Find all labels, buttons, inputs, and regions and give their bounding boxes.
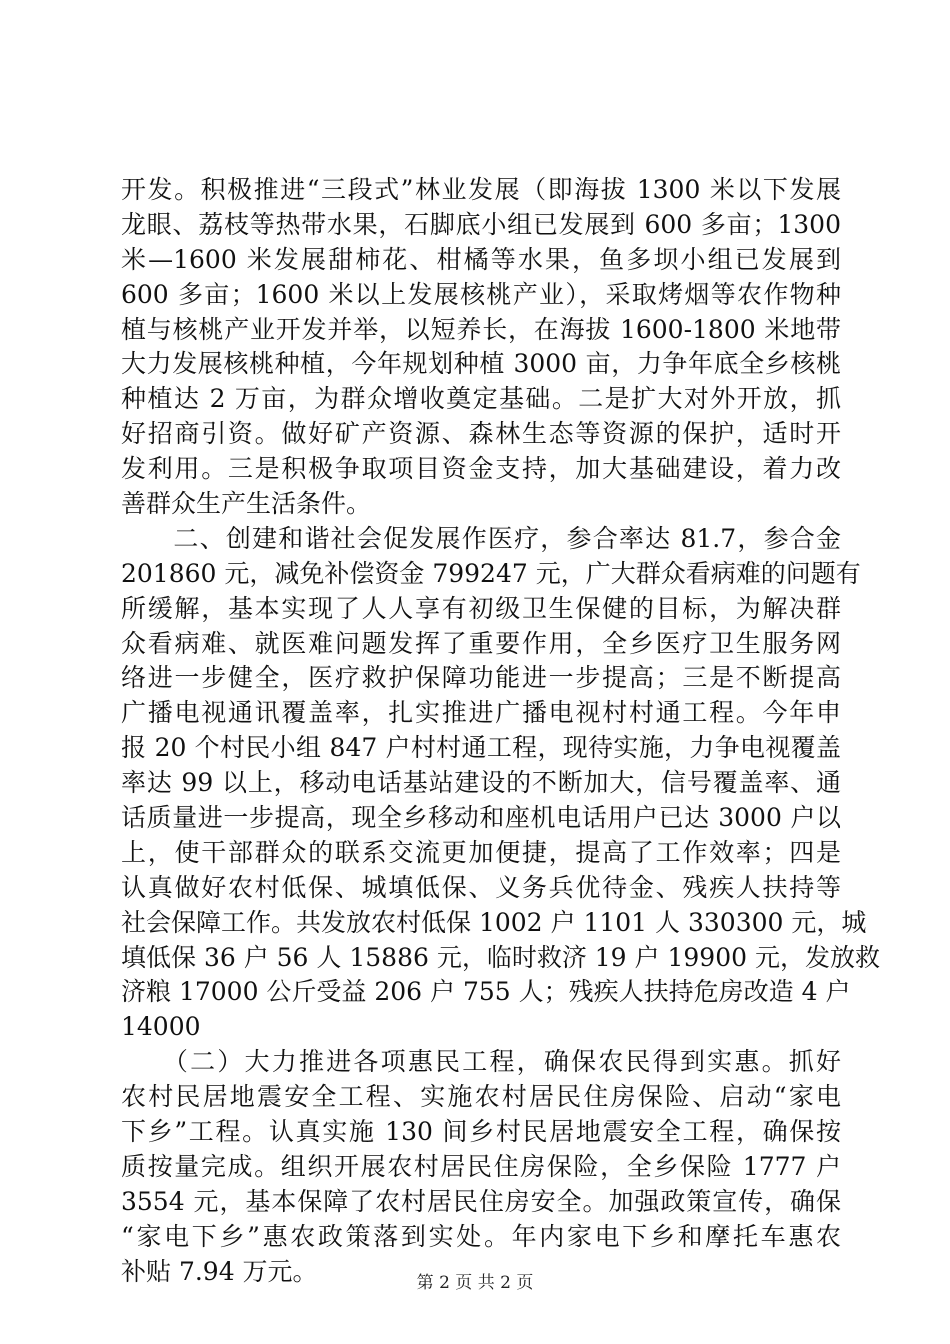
text-line: 众看病难、就医难问题发挥了重要作用，全乡医疗卫生服务网 xyxy=(121,628,841,658)
text-line: 种植达 2 万亩，为群众增收奠定基础。二是扩大对外开放，抓 xyxy=(121,384,841,414)
text-line: 社会保障工作。共发放农村低保 1002 户 1101 人 330300 元，城 xyxy=(121,907,867,937)
text-line: 广播电视通讯覆盖率，扎实推进广播电视村村通工程。今年申 xyxy=(121,698,841,728)
page-footer: 第 2 页 共 2 页 xyxy=(416,1273,534,1293)
text-line: 大力发展核桃种植，今年规划种植 3000 亩，力争年底全乡核桃 xyxy=(121,349,841,379)
text-line: 善群众生产生活条件。 xyxy=(121,489,372,519)
text-line: 质按量完成。组织开展农村居民住房保险，全乡保险 1777 户 xyxy=(121,1151,841,1181)
text-line: 开发。积极推进“三段式”林业发展（即海拔 1300 米以下发展 xyxy=(121,175,841,204)
text-line: 201860 元，减免补偿资金 799247 元，广大群众看病难的问题有 xyxy=(121,558,861,588)
text-line: 二、创建和谐社会促发展作医疗，参合率达 81.7，参合金 xyxy=(121,523,841,553)
text-line: 填低保 36 户 56 人 15886 元，临时救济 19 户 19900 元，发放救 xyxy=(121,942,880,972)
text-line: 济粮 17000 公斤受益 206 户 755 人；残疾人扶持危房改造 4 户 xyxy=(121,977,851,1007)
text-line: 上，使干部群众的联系交流更加便捷，提高了工作效率；四是 xyxy=(121,837,841,867)
document-body xyxy=(121,173,880,1290)
text-line: 话质量进一步提高，现全乡移动和座机电话用户已达 3000 户以 xyxy=(121,803,841,833)
text-line: 报 20 个村民小组 847 户村村通工程，现待实施，力争电视覆盖 xyxy=(121,733,841,763)
text-line: 植与核桃产业开发并举，以短养长，在海拔 1600-1800 米地带 xyxy=(121,314,841,344)
text-line: 率达 99 以上，移动电话基站建设的不断加大，信号覆盖率、通 xyxy=(121,768,841,798)
text-line: 下乡”工程。认真实施 130 间乡村民居地震安全工程，确保按 xyxy=(121,1117,841,1147)
text-line: 米—1600 米发展甜柿花、柑橘等水果，鱼多坝小组已发展到 xyxy=(121,244,841,274)
text-line: 龙眼、荔枝等热带水果，石脚底小组已发展到 600 多亩；1300 xyxy=(121,209,841,239)
text-line: 所缓解，基本实现了人人享有初级卫生保健的目标，为解决群 xyxy=(121,593,841,623)
text-line: “家电下乡”惠农政策落到实处。年内家电下乡和摩托车惠农 xyxy=(121,1221,841,1251)
text-line: 3554 元，基本保障了农村居民住房安全。加强政策宣传，确保 xyxy=(121,1186,841,1216)
text-line: 农村民居地震安全工程、实施农村居民住房保险、启动“家电 xyxy=(121,1082,841,1112)
text-line: （二）大力推进各项惠民工程，确保农民得到实惠。抓好 xyxy=(121,1047,841,1077)
text-line: 14000 xyxy=(121,1012,201,1042)
text-line: 络进一步健全，医疗救护保障功能进一步提高；三是不断提高 xyxy=(121,663,841,693)
text-line: 补贴 7.94 万元。 xyxy=(121,1256,318,1286)
text-line: 发利用。三是积极争取项目资金支持，加大基础建设，着力改 xyxy=(121,454,841,484)
text-line: 600 多亩；1600 米以上发展核桃产业），采取烤烟等农作物种 xyxy=(121,279,841,309)
text-line: 认真做好农村低保、城填低保、义务兵优待金、残疾人扶持等 xyxy=(121,872,841,902)
text-line: 好招商引资。做好矿产资源、森林生态等资源的保护，适时开 xyxy=(121,419,841,449)
